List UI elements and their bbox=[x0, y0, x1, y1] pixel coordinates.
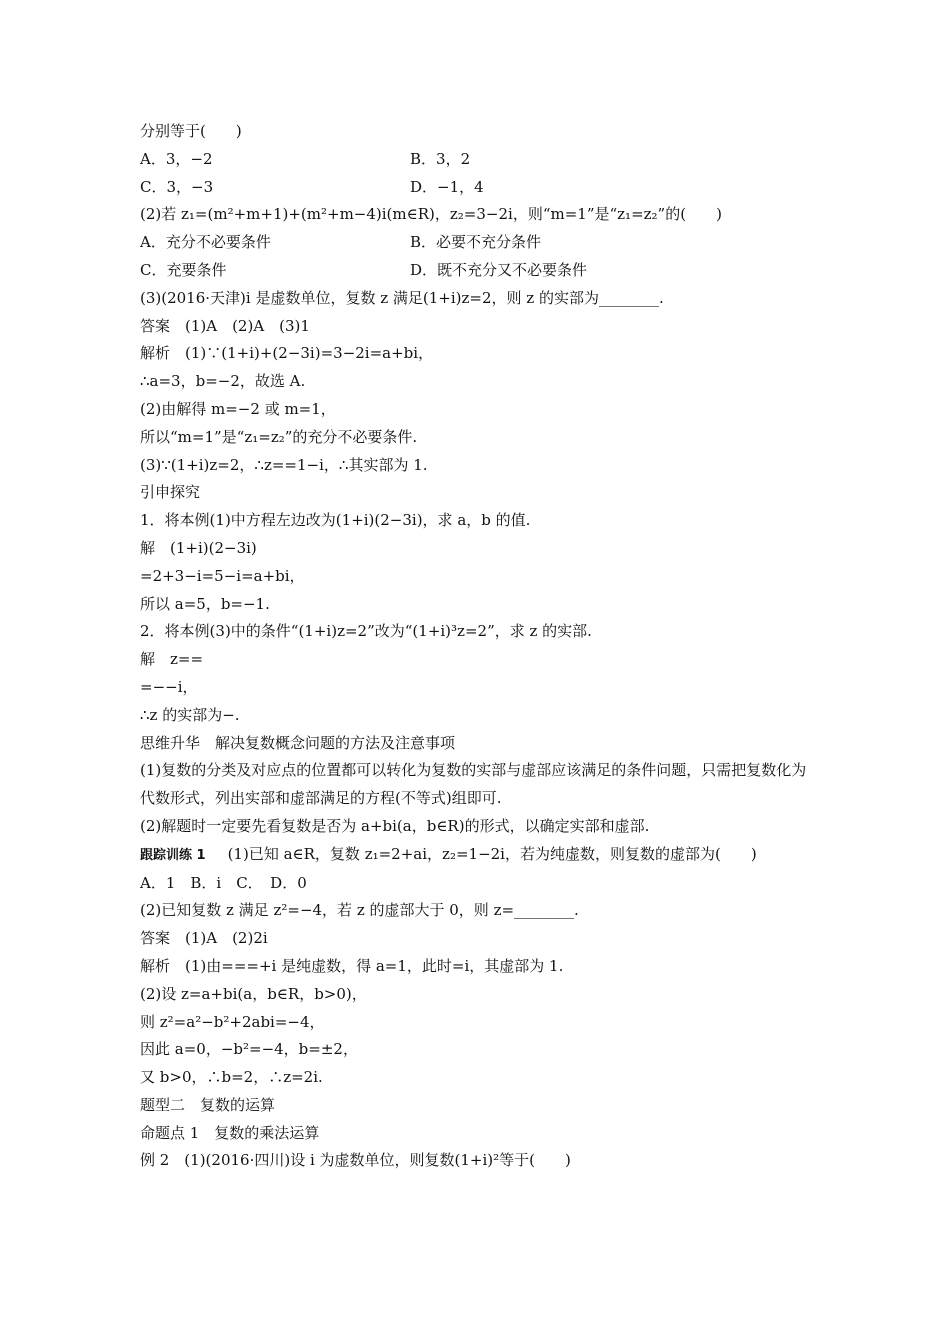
text-line: 所以“m=1”是“z₁=z₂”的充分不必要条件. bbox=[140, 427, 418, 446]
options-row bbox=[140, 229, 820, 257]
text-line: 因此 a=0，−b²=−4，b=±2， bbox=[140, 1040, 358, 1059]
text-line: 2．将本例(3)中的条件“(1+i)z=2”改为“(1+i)³z=2”，求 z 的实部. bbox=[140, 622, 592, 641]
option-b: B．必要不充分条件 bbox=[410, 233, 542, 252]
example-question: 例 2 (1)(2016·四川)设 i 为虚数单位，则复数(1+i)²等于( ) bbox=[140, 1151, 571, 1170]
text-line: 所以 a=5，b=−1. bbox=[140, 594, 270, 613]
option-c: C．充要条件 bbox=[140, 260, 227, 279]
text-line: (3)∵(1+i)z=2，∴z==1−i，∴其实部为 1. bbox=[140, 455, 428, 474]
option-d: D．−1，4 bbox=[410, 177, 484, 196]
answer-line: 答案 (1)A (2)A (3)1 bbox=[140, 316, 310, 335]
training-label: 跟踪训练 1 bbox=[140, 847, 206, 863]
text-line: (2)若 z₁=(m²+m+1)+(m²+m−4)i(m∈R)，z₂=3−2i，则“m=1”是“z₁=z₂”的( ) bbox=[140, 205, 722, 224]
training-q1: (1)已知 a∈R，复数 z₁=2+ai，z₂=1−2i，若为纯虚数，则复数的虚部为( ) bbox=[227, 844, 757, 863]
text-line: 1．将本例(1)中方程左边改为(1+i)(2−3i)，求 a，b 的值. bbox=[140, 511, 531, 530]
text-line: (3)(2016·天津)i 是虚数单位，复数 z 满足(1+i)z=2，则 z 的实部为________. bbox=[140, 288, 664, 307]
option-c: C．3，−3 bbox=[140, 177, 214, 196]
text-line: 又 b>0，∴b=2，∴z=2i. bbox=[140, 1068, 323, 1087]
document-page bbox=[140, 118, 820, 1175]
answer-line: 答案 (1)A (2)2i bbox=[140, 929, 268, 948]
options-row bbox=[140, 257, 820, 285]
options-row: A．1 B．i C． D．0 bbox=[140, 873, 307, 892]
text-line: (2)由解得 m=−2 或 m=1， bbox=[140, 399, 336, 418]
text-line: ∴z 的实部为−. bbox=[140, 705, 240, 724]
training-q2: (2)已知复数 z 满足 z²=−4，若 z 的虚部大于 0，则 z=________. bbox=[140, 901, 579, 920]
text-line: 解 z== bbox=[140, 650, 204, 669]
training-question bbox=[140, 841, 820, 870]
text-line: 解 (1+i)(2−3i) bbox=[140, 538, 257, 557]
summary-paragraph: (1)复数的分类及对应点的位置都可以转化为复数的实部与虚部应该满足的条件问题，只需把复数化为代数形式，列出实部和虚部满足的方程(不等式)组即可. bbox=[140, 761, 807, 808]
text-line: =−−i， bbox=[140, 677, 198, 696]
section-heading: 引申探究 bbox=[140, 483, 201, 502]
text-line: 分别等于( ) bbox=[140, 122, 242, 140]
option-b: B．3，2 bbox=[410, 149, 471, 168]
option-d: D．既不充分又不必要条件 bbox=[410, 260, 588, 279]
option-a: A．充分不必要条件 bbox=[140, 233, 271, 252]
section-heading: 题型二 复数的运算 bbox=[140, 1095, 276, 1114]
section-heading: 思维升华 解决复数概念问题的方法及注意事项 bbox=[140, 733, 456, 752]
options-row bbox=[140, 174, 820, 202]
option-a: A．3，−2 bbox=[140, 149, 213, 168]
text-line: =2+3−i=5−i=a+bi， bbox=[140, 566, 305, 585]
text-line: (2)设 z=a+bi(a，b∈R，b>0)， bbox=[140, 984, 367, 1003]
subsection-heading: 命题点 1 复数的乘法运算 bbox=[140, 1123, 320, 1142]
text-line: 则 z²=a²−b²+2abi=−4， bbox=[140, 1012, 325, 1031]
text-line: ∴a=3，b=−2，故选 A. bbox=[140, 372, 306, 391]
text-line: 解析 (1)由===+i 是纯虚数，得 a=1，此时=i，其虚部为 1. bbox=[140, 956, 564, 975]
options-row bbox=[140, 146, 820, 174]
summary-paragraph: (2)解题时一定要先看复数是否为 a+bi(a，b∈R)的形式，以确定实部和虚部. bbox=[140, 816, 650, 835]
text-line: 解析 (1)∵(1+i)+(2−3i)=3−2i=a+bi， bbox=[140, 344, 434, 363]
